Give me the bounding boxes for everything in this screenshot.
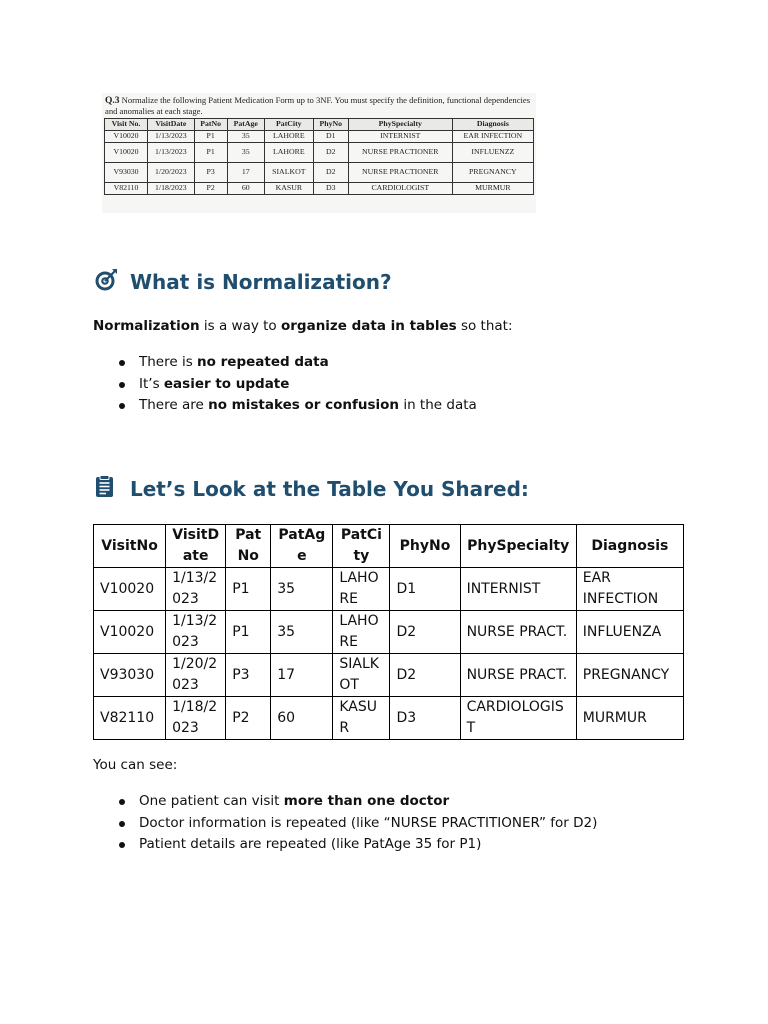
scan-table-row: [105, 131, 534, 143]
scan-cell: 35: [227, 131, 264, 143]
table-cell: INTERNIST: [460, 568, 576, 611]
scan-cell: V10020: [105, 131, 148, 143]
scan-table-row: [105, 143, 534, 163]
scan-header-cell: VisitDate: [148, 119, 195, 131]
list-item-text: in the data: [399, 397, 477, 413]
observations-list: [117, 791, 597, 856]
intro-bold-term: Normalization: [93, 318, 200, 334]
list-item: [117, 813, 597, 835]
intro-paragraph: [93, 318, 513, 334]
list-item: [117, 395, 477, 417]
scan-table-row: [105, 183, 534, 195]
scan-cell: 1/20/2023: [148, 163, 195, 183]
table-cell: PREGNANCY: [576, 654, 683, 697]
table-cell: 1/20/2023: [166, 654, 226, 697]
scan-cell: D2: [313, 163, 348, 183]
list-item-bold: no mistakes or confusion: [208, 397, 400, 413]
scan-header-cell: PhySpecialty: [348, 119, 452, 131]
scan-header-cell: Diagnosis: [452, 119, 533, 131]
scan-cell: NURSE PRACTIONER: [348, 163, 452, 183]
visits-table: [93, 524, 684, 740]
intro-text: is a way to: [199, 318, 281, 334]
column-header: VisitNo: [94, 525, 166, 568]
table-cell: LAHORE: [333, 611, 390, 654]
table-cell: KASUR: [333, 697, 390, 740]
scan-cell: LAHORE: [264, 131, 313, 143]
scan-cell: CARDIOLOGIST: [348, 183, 452, 195]
scan-cell: 1/13/2023: [148, 131, 195, 143]
table-cell: 35: [271, 568, 333, 611]
list-item-bold: more than one doctor: [283, 793, 450, 809]
scan-cell: P2: [194, 183, 227, 195]
table-cell: SIALKOT: [333, 654, 390, 697]
scan-cell: P1: [194, 131, 227, 143]
column-header: PatAge: [271, 525, 333, 568]
target-icon: [94, 268, 120, 297]
scan-header-cell: Visit No.: [105, 119, 148, 131]
scan-cell: P3: [194, 163, 227, 183]
table-cell: CARDIOLOGIST: [460, 697, 576, 740]
section-title: What is Normalization?: [130, 270, 392, 294]
table-cell: D2: [390, 654, 460, 697]
scan-cell: KASUR: [264, 183, 313, 195]
table-cell: D1: [390, 568, 460, 611]
table-cell: V82110: [94, 697, 166, 740]
list-item-bold: no repeated data: [197, 354, 329, 370]
table-cell: EAR INFECTION: [576, 568, 683, 611]
table-row: [94, 654, 684, 697]
table-row: [94, 568, 684, 611]
scan-cell: D3: [313, 183, 348, 195]
scan-header-cell: PhyNo: [313, 119, 348, 131]
table-cell: P1: [226, 611, 271, 654]
table-cell: 17: [271, 654, 333, 697]
list-item: [117, 374, 477, 396]
scan-cell: 17: [227, 163, 264, 183]
table-cell: NURSE PRACT.: [460, 611, 576, 654]
observation-intro: You can see:: [93, 757, 178, 773]
table-cell: 35: [271, 611, 333, 654]
table-cell: NURSE PRACT.: [460, 654, 576, 697]
scan-cell: P1: [194, 143, 227, 163]
column-header: Diagnosis: [576, 525, 683, 568]
column-header: PatCity: [333, 525, 390, 568]
scan-cell: SIALKOT: [264, 163, 313, 183]
scan-cell: V10020: [105, 143, 148, 163]
table-cell: P3: [226, 654, 271, 697]
scan-table-row: [105, 163, 534, 183]
table-cell: MURMUR: [576, 697, 683, 740]
list-item-text: Patient details are repeated (like PatAge 35 for P1): [139, 836, 482, 852]
section-heading-normalization: [94, 268, 392, 297]
scan-cell: 35: [227, 143, 264, 163]
scan-cell: INFLUENZZ: [452, 143, 533, 163]
table-row: [94, 697, 684, 740]
scan-cell: V93030: [105, 163, 148, 183]
table-cell: D3: [390, 697, 460, 740]
list-item-text: There are: [139, 397, 209, 413]
list-item: [117, 834, 597, 856]
table-cell: 1/13/2023: [166, 611, 226, 654]
scan-cell: PREGNANCY: [452, 163, 533, 183]
scan-header-cell: PatNo: [194, 119, 227, 131]
scan-question-text: Normalize the following Patient Medication Form up to 3NF. You must specify the definition, functional dependencies and anomalies at each stage.: [105, 95, 531, 116]
scan-cell: 60: [227, 183, 264, 195]
column-header: PatNo: [226, 525, 271, 568]
list-item-text: There is: [139, 354, 198, 370]
scan-cell: LAHORE: [264, 143, 313, 163]
scan-cell: MURMUR: [452, 183, 533, 195]
table-cell: V10020: [94, 568, 166, 611]
list-item-text: Doctor information is repeated (like “NURSE PRACTITIONER” for D2): [139, 814, 598, 831]
list-item: [117, 791, 597, 813]
scan-cell: V82110: [105, 183, 148, 195]
table-cell: V10020: [94, 611, 166, 654]
clipboard-icon: [94, 475, 120, 504]
table-cell: INFLUENZA: [576, 611, 683, 654]
scan-table: [104, 118, 534, 195]
table-cell: LAHORE: [333, 568, 390, 611]
table-row: [94, 611, 684, 654]
table-cell: P2: [226, 697, 271, 740]
section-heading-table: [94, 475, 529, 504]
question-scan-image: [102, 93, 536, 213]
table-cell: 1/13/2023: [166, 568, 226, 611]
list-item: [117, 352, 477, 374]
scan-cell: EAR INFECTION: [452, 131, 533, 143]
scan-cell: D2: [313, 143, 348, 163]
scan-cell: 1/13/2023: [148, 143, 195, 163]
list-item-text: It’s: [139, 375, 164, 392]
scan-question: [105, 95, 535, 116]
scan-header-cell: PatAge: [227, 119, 264, 131]
list-item-bold: easier to update: [163, 375, 290, 392]
intro-bold-phrase: organize data in tables: [280, 318, 457, 334]
table-cell: 1/18/2023: [166, 697, 226, 740]
scan-cell: NURSE PRACTIONER: [348, 143, 452, 163]
scan-cell: 1/18/2023: [148, 183, 195, 195]
list-item-text: One patient can visit: [139, 793, 284, 809]
normalization-benefits-list: [117, 352, 477, 417]
table-cell: P1: [226, 568, 271, 611]
column-header: VisitDate: [166, 525, 226, 568]
scan-question-number: Q.3: [105, 96, 120, 106]
table-cell: 60: [271, 697, 333, 740]
scan-cell: D1: [313, 131, 348, 143]
table-header-row: [94, 525, 684, 568]
intro-text: so that:: [456, 318, 513, 334]
column-header: PhyNo: [390, 525, 460, 568]
scan-header-cell: PatCity: [264, 119, 313, 131]
column-header: PhySpecialty: [460, 525, 576, 568]
table-cell: D2: [390, 611, 460, 654]
section-title: Let’s Look at the Table You Shared:: [130, 477, 529, 501]
scan-table-header-row: [105, 119, 534, 131]
scan-cell: INTERNIST: [348, 131, 452, 143]
table-cell: V93030: [94, 654, 166, 697]
